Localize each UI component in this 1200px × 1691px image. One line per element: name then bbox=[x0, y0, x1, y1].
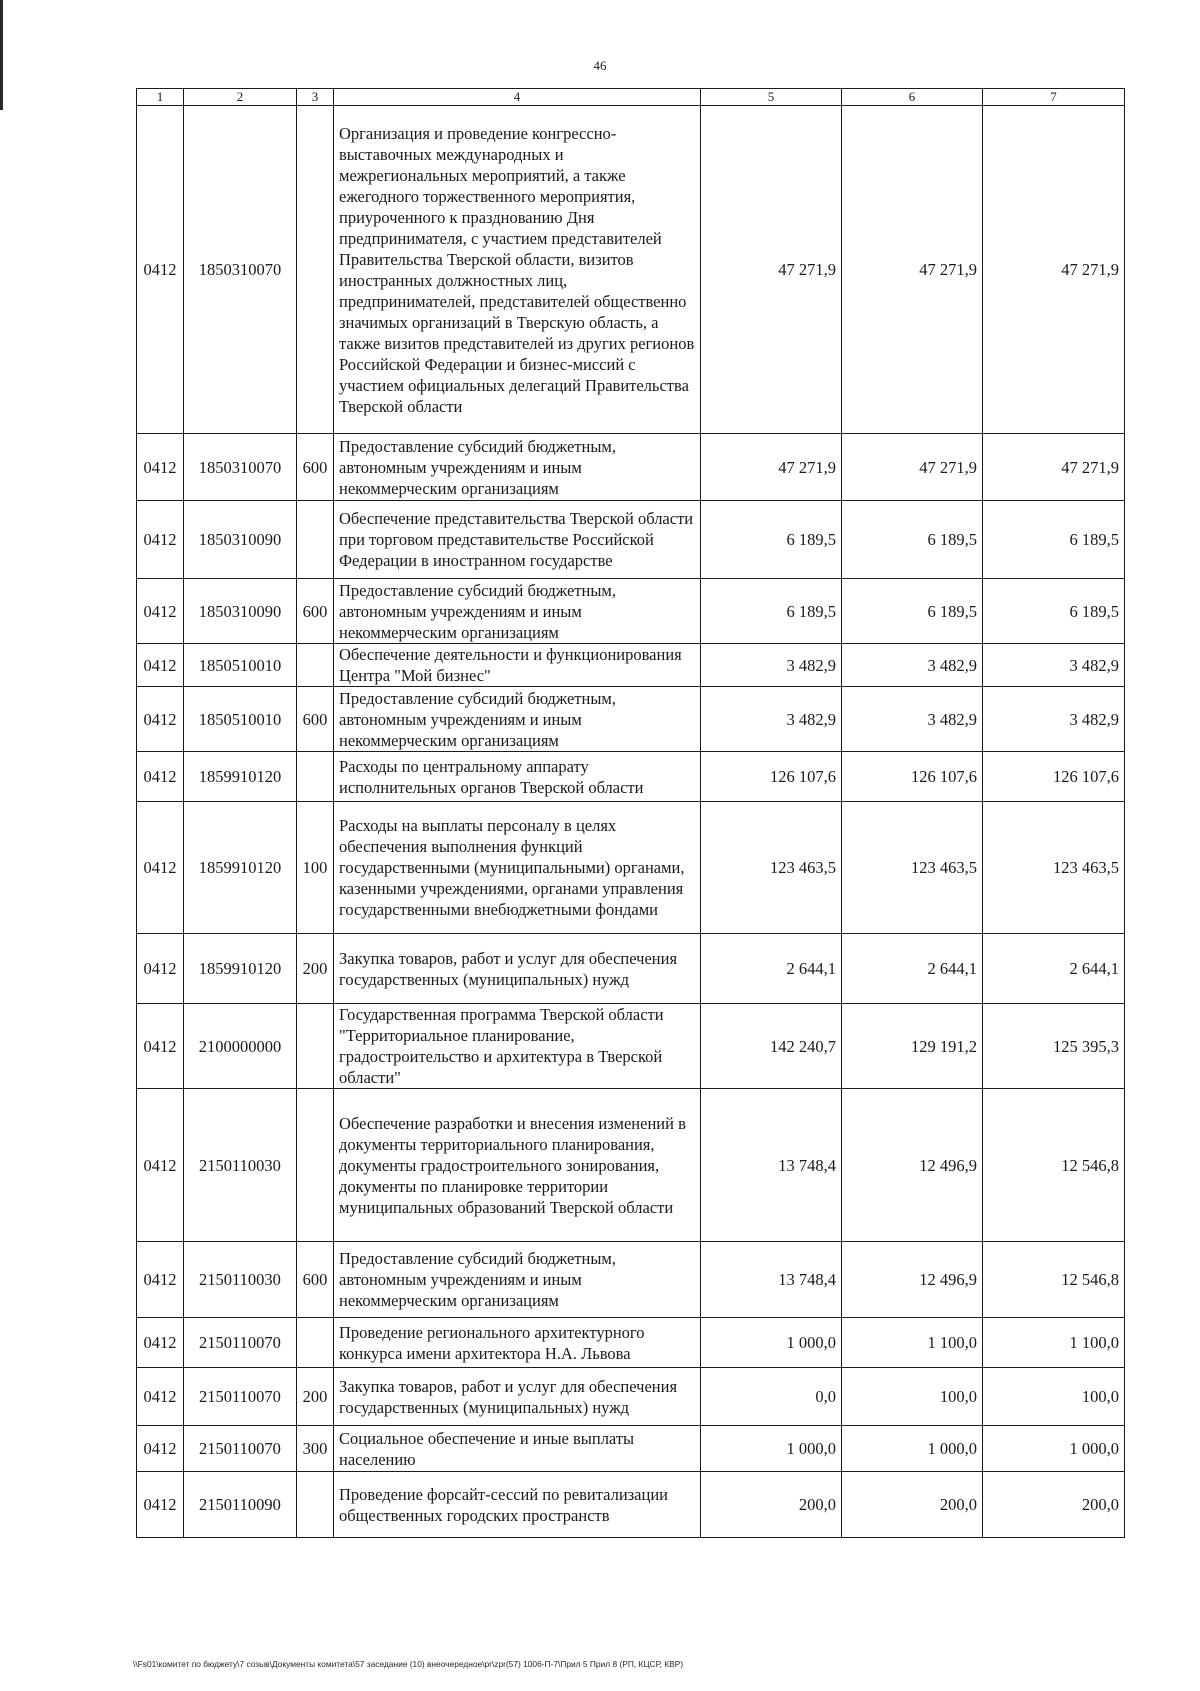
amount-col-5: 200,0 bbox=[701, 1472, 842, 1538]
expense-name: Обеспечение представительства Тверской области при торговом представительстве Российской Федерации в иностранном государстве bbox=[334, 501, 701, 579]
expense-type-code bbox=[297, 1089, 334, 1242]
amount-col-5: 3 482,9 bbox=[701, 687, 842, 752]
expense-name: Расходы по центральному аппарату исполнительных органов Тверской области bbox=[334, 752, 701, 802]
expense-name: Проведение форсайт-сессий по ревитализации общественных городских пространств bbox=[334, 1472, 701, 1538]
expense-name: Закупка товаров, работ и услуг для обеспечения государственных (муниципальных) нужд bbox=[334, 1368, 701, 1426]
amount-col-7: 123 463,5 bbox=[983, 802, 1125, 934]
target-article-code: 2150110070 bbox=[184, 1318, 297, 1368]
amount-col-6: 6 189,5 bbox=[842, 501, 983, 579]
amount-col-6: 100,0 bbox=[842, 1368, 983, 1426]
amount-col-7: 1 000,0 bbox=[983, 1426, 1125, 1472]
expense-type-code: 600 bbox=[297, 687, 334, 752]
amount-col-6: 6 189,5 bbox=[842, 579, 983, 644]
expense-name: Предоставление субсидий бюджетным, автономным учреждениям и иным некоммерческим организациям bbox=[334, 687, 701, 752]
section-code: 0412 bbox=[137, 1318, 184, 1368]
section-code: 0412 bbox=[137, 687, 184, 752]
expense-type-code: 200 bbox=[297, 934, 334, 1004]
table-row bbox=[137, 802, 1125, 934]
table-row bbox=[137, 579, 1125, 644]
amount-col-5: 13 748,4 bbox=[701, 1089, 842, 1242]
expense-name: Обеспечение деятельности и функционирования Центра "Мой бизнес" bbox=[334, 644, 701, 687]
amount-col-6: 12 496,9 bbox=[842, 1242, 983, 1318]
amount-col-5: 47 271,9 bbox=[701, 106, 842, 434]
table-row bbox=[137, 501, 1125, 579]
expense-name: Обеспечение разработки и внесения изменений в документы территориального планирования, документы градостроительного зонирования, документы по планировке территории муниципальных образований Тверской области bbox=[334, 1089, 701, 1242]
table-row bbox=[137, 644, 1125, 687]
amount-col-5: 6 189,5 bbox=[701, 579, 842, 644]
column-number: 2 bbox=[184, 89, 297, 106]
table-row bbox=[137, 1089, 1125, 1242]
table-row bbox=[137, 1368, 1125, 1426]
expense-type-code: 200 bbox=[297, 1368, 334, 1426]
expense-name: Организация и проведение конгрессно-выставочных международных и межрегиональных мероприятий, а также ежегодного торжественного мероприятия, приуроченного к празднованию Дня предпринимателя, с участием представителей Правительства Тверской области, визитов иностранных должностных лиц, предпринимателей, представителей общественно значимых организаций в Тверскую область, а также визитов представителей из других регионов Российской Федерации и бизнес-миссий с участием официальных делегаций Правительства Тверской области bbox=[334, 106, 701, 434]
amount-col-6: 47 271,9 bbox=[842, 434, 983, 501]
table-row bbox=[137, 1004, 1125, 1089]
table-row bbox=[137, 1426, 1125, 1472]
target-article-code: 2150110070 bbox=[184, 1368, 297, 1426]
amount-col-6: 2 644,1 bbox=[842, 934, 983, 1004]
column-number: 5 bbox=[701, 89, 842, 106]
table-row bbox=[137, 1472, 1125, 1538]
target-article-code: 1850510010 bbox=[184, 644, 297, 687]
expense-type-code bbox=[297, 1004, 334, 1089]
expense-type-code bbox=[297, 501, 334, 579]
amount-col-7: 47 271,9 bbox=[983, 434, 1125, 501]
section-code: 0412 bbox=[137, 644, 184, 687]
column-number: 4 bbox=[334, 89, 701, 106]
target-article-code: 2150110070 bbox=[184, 1426, 297, 1472]
amount-col-5: 0,0 bbox=[701, 1368, 842, 1426]
section-code: 0412 bbox=[137, 802, 184, 934]
target-article-code: 2150110030 bbox=[184, 1242, 297, 1318]
amount-col-7: 12 546,8 bbox=[983, 1242, 1125, 1318]
expense-name: Предоставление субсидий бюджетным, автономным учреждениям и иным некоммерческим организациям bbox=[334, 1242, 701, 1318]
column-number: 7 bbox=[983, 89, 1125, 106]
amount-col-5: 13 748,4 bbox=[701, 1242, 842, 1318]
target-article-code: 1850510010 bbox=[184, 687, 297, 752]
section-code: 0412 bbox=[137, 501, 184, 579]
target-article-code: 1859910120 bbox=[184, 934, 297, 1004]
section-code: 0412 bbox=[137, 106, 184, 434]
expense-name: Закупка товаров, работ и услуг для обеспечения государственных (муниципальных) нужд bbox=[334, 934, 701, 1004]
amount-col-7: 6 189,5 bbox=[983, 579, 1125, 644]
section-code: 0412 bbox=[137, 1242, 184, 1318]
amount-col-6: 12 496,9 bbox=[842, 1089, 983, 1242]
amount-col-7: 125 395,3 bbox=[983, 1004, 1125, 1089]
amount-col-6: 3 482,9 bbox=[842, 644, 983, 687]
amount-col-7: 3 482,9 bbox=[983, 644, 1125, 687]
amount-col-5: 126 107,6 bbox=[701, 752, 842, 802]
expense-name: Предоставление субсидий бюджетным, автономным учреждениям и иным некоммерческим организациям bbox=[334, 579, 701, 644]
column-number: 1 bbox=[137, 89, 184, 106]
amount-col-6: 1 000,0 bbox=[842, 1426, 983, 1472]
expense-type-code bbox=[297, 1318, 334, 1368]
page-number: 46 bbox=[593, 58, 607, 73]
table-row bbox=[137, 434, 1125, 501]
expense-type-code bbox=[297, 1472, 334, 1538]
target-article-code: 1859910120 bbox=[184, 752, 297, 802]
section-code: 0412 bbox=[137, 1089, 184, 1242]
target-article-code: 2100000000 bbox=[184, 1004, 297, 1089]
target-article-code: 1859910120 bbox=[184, 802, 297, 934]
amount-col-6: 123 463,5 bbox=[842, 802, 983, 934]
section-code: 0412 bbox=[137, 752, 184, 802]
scan-edge bbox=[0, 0, 3, 110]
amount-col-5: 6 189,5 bbox=[701, 501, 842, 579]
footer-file-path: \\Fs01\комитет по бюджету\7 созыв\Документы комитета\57 заседание (10) внеочередное\pr\zpr(57) 1006-П-7\Прил 5 Прил 8 (РП, КЦСР, КВР) bbox=[133, 1659, 684, 1669]
amount-col-5: 47 271,9 bbox=[701, 434, 842, 501]
expense-name: Предоставление субсидий бюджетным, автономным учреждениям и иным некоммерческим организациям bbox=[334, 434, 701, 501]
table-row bbox=[137, 687, 1125, 752]
amount-col-7: 1 100,0 bbox=[983, 1318, 1125, 1368]
amount-col-5: 123 463,5 bbox=[701, 802, 842, 934]
section-code: 0412 bbox=[137, 434, 184, 501]
expense-type-code bbox=[297, 752, 334, 802]
amount-col-5: 3 482,9 bbox=[701, 644, 842, 687]
section-code: 0412 bbox=[137, 579, 184, 644]
expense-type-code: 100 bbox=[297, 802, 334, 934]
expense-type-code: 300 bbox=[297, 1426, 334, 1472]
target-article-code: 1850310070 bbox=[184, 106, 297, 434]
expense-name: Социальное обеспечение и иные выплаты населению bbox=[334, 1426, 701, 1472]
expense-type-code: 600 bbox=[297, 434, 334, 501]
target-article-code: 1850310090 bbox=[184, 579, 297, 644]
amount-col-7: 126 107,6 bbox=[983, 752, 1125, 802]
table-row bbox=[137, 1318, 1125, 1368]
section-code: 0412 bbox=[137, 1368, 184, 1426]
column-number-row bbox=[137, 89, 1125, 106]
section-code: 0412 bbox=[137, 934, 184, 1004]
expense-type-code bbox=[297, 644, 334, 687]
amount-col-7: 2 644,1 bbox=[983, 934, 1125, 1004]
table-row bbox=[137, 752, 1125, 802]
budget-table bbox=[136, 88, 1125, 1538]
amount-col-6: 126 107,6 bbox=[842, 752, 983, 802]
amount-col-7: 6 189,5 bbox=[983, 501, 1125, 579]
amount-col-6: 200,0 bbox=[842, 1472, 983, 1538]
target-article-code: 1850310070 bbox=[184, 434, 297, 501]
amount-col-5: 142 240,7 bbox=[701, 1004, 842, 1089]
table-row bbox=[137, 1242, 1125, 1318]
expense-type-code bbox=[297, 106, 334, 434]
column-number: 3 bbox=[297, 89, 334, 106]
expense-name: Проведение регионального архитектурного конкурса имени архитектора Н.А. Львова bbox=[334, 1318, 701, 1368]
amount-col-7: 12 546,8 bbox=[983, 1089, 1125, 1242]
expense-name: Расходы на выплаты персоналу в целях обеспечения выполнения функций государственными (муниципальными) органами, казенными учреждениями, органами управления государственными внебюджетными фондами bbox=[334, 802, 701, 934]
amount-col-6: 129 191,2 bbox=[842, 1004, 983, 1089]
table-row bbox=[137, 106, 1125, 434]
amount-col-6: 3 482,9 bbox=[842, 687, 983, 752]
amount-col-6: 47 271,9 bbox=[842, 106, 983, 434]
target-article-code: 2150110030 bbox=[184, 1089, 297, 1242]
amount-col-7: 3 482,9 bbox=[983, 687, 1125, 752]
amount-col-6: 1 100,0 bbox=[842, 1318, 983, 1368]
amount-col-5: 2 644,1 bbox=[701, 934, 842, 1004]
section-code: 0412 bbox=[137, 1004, 184, 1089]
column-number: 6 bbox=[842, 89, 983, 106]
amount-col-7: 47 271,9 bbox=[983, 106, 1125, 434]
amount-col-5: 1 000,0 bbox=[701, 1426, 842, 1472]
expense-type-code: 600 bbox=[297, 579, 334, 644]
target-article-code: 1850310090 bbox=[184, 501, 297, 579]
target-article-code: 2150110090 bbox=[184, 1472, 297, 1538]
section-code: 0412 bbox=[137, 1472, 184, 1538]
section-code: 0412 bbox=[137, 1426, 184, 1472]
expense-name: Государственная программа Тверской области "Территориальное планирование, градостроительство и архитектура в Тверской области" bbox=[334, 1004, 701, 1089]
expense-type-code: 600 bbox=[297, 1242, 334, 1318]
amount-col-7: 100,0 bbox=[983, 1368, 1125, 1426]
table-row bbox=[137, 934, 1125, 1004]
amount-col-7: 200,0 bbox=[983, 1472, 1125, 1538]
amount-col-5: 1 000,0 bbox=[701, 1318, 842, 1368]
